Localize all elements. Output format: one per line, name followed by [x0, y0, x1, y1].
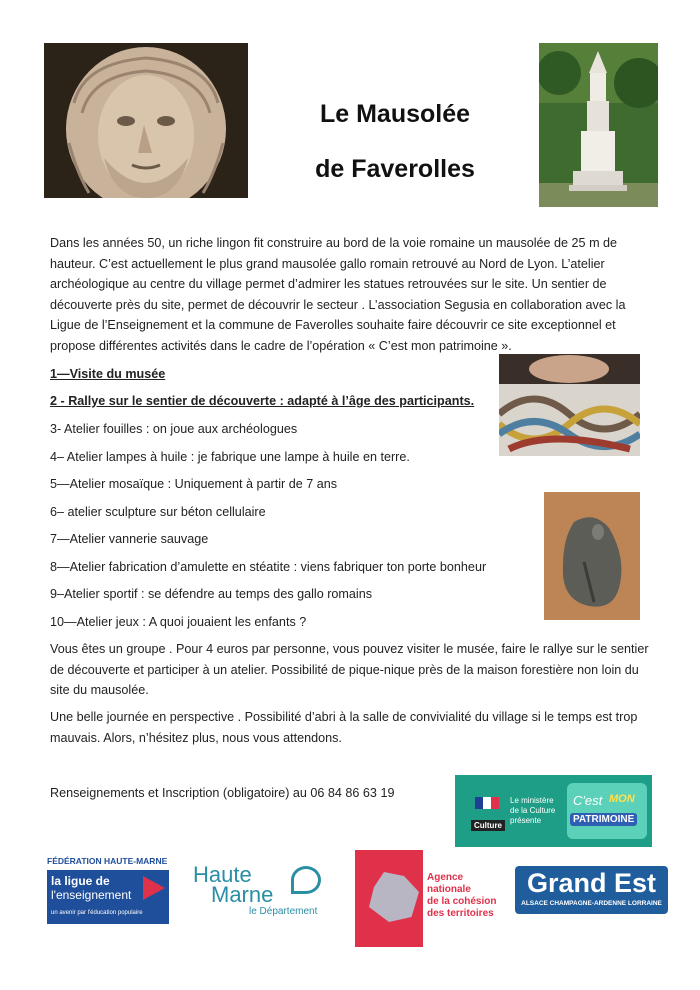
ministere-line2: de la Culture [510, 806, 556, 815]
ligue-line2: l'enseignement [51, 888, 132, 902]
page-title-line2: de Faverolles [315, 155, 475, 183]
mausoleum-photo [539, 43, 658, 207]
haute-marne-line3: le Département [249, 906, 318, 917]
activity-10: 10—Atelier jeux : A quoi jouaient les enfants ? [50, 615, 307, 629]
activity-2: 2 - Rallye sur le sentier de découverte : adapté à l’âge des participants. [50, 394, 475, 408]
grand-est-name: Grand Est [526, 868, 657, 898]
ministere-line3: présente [510, 816, 542, 825]
group-paragraph: Vous êtes un groupe . Pour 4 euros par personne, vous pouvez visiter le musée, faire le rallye sur le sentier de découverte et participer à un atelier. Possibilité de pique-nique près de la maison forestière non loin du site du mausolée. [50, 642, 649, 698]
ministere-line1: Le ministère [510, 796, 554, 805]
activity-7: 7—Atelier vannerie sauvage [50, 532, 209, 546]
agence-line1: Agence [427, 872, 464, 883]
haute-marne-logo [193, 862, 328, 922]
agence-line4: des territoires [427, 908, 494, 919]
patrimoine-badge [567, 783, 647, 839]
contact-info: Renseignements et Inscription (obligatoire) au 06 84 86 63 19 [50, 786, 395, 800]
activity-8: 8—Atelier fabrication d’amulette en stéatite : viens fabriquer ton porte bonheur [50, 560, 487, 574]
ligue-logo [47, 856, 175, 926]
patrimoine-cest: C'est [573, 793, 603, 808]
ligue-tagline: un avenir par l'éducation populaire [51, 910, 143, 916]
haute-marne-swirl-icon [291, 866, 321, 894]
activity-3: 3- Atelier fouilles : on joue aux archéologues [50, 422, 298, 436]
agence-line2: nationale [427, 884, 471, 895]
ligue-line1: la ligue de [51, 874, 110, 888]
grand-est-logo [515, 866, 668, 914]
haute-marne-line2: Marne [211, 882, 274, 907]
amulet-photo [544, 492, 640, 620]
activity-4: 4– Atelier lampes à huile : je fabrique une lampe à huile en terre. [50, 450, 410, 464]
activity-5: 5—Atelier mosaïque : Uniquement à partir de 7 ans [50, 477, 338, 491]
ligue-arrow-icon [143, 876, 165, 900]
culture-tag: Culture [471, 820, 505, 831]
patrimoine-mon: MON [609, 793, 635, 805]
ligue-federation: FÉDÉRATION HAUTE-MARNE [47, 856, 168, 866]
grand-est-sub: ALSACE CHAMPAGNE-ARDENNE LORRAINE [521, 900, 662, 907]
activity-6: 6– atelier sculpture sur béton cellulaire [50, 505, 266, 519]
haute-marne-line1: Haute [193, 862, 252, 887]
day-paragraph: Une belle journée en perspective . Possibilité d’abri à la salle de convivialité du village si le temps est trop mauvais. Alors, n’hésitez plus, nous vous attendons. [50, 710, 638, 745]
activity-9: 9–Atelier sportif : se défendre au temps des gallo romains [50, 587, 373, 601]
ligue-panel [47, 870, 169, 924]
sculpture-photo [44, 43, 248, 198]
activity-1: 1—Visite du musée [50, 367, 166, 381]
page-title-line1: Le Mausolée [319, 100, 471, 128]
patrimoine-logo [455, 775, 652, 847]
patrimoine-word: PATRIMOINE [570, 813, 637, 826]
mosaic-photo [499, 354, 640, 456]
agence-logo [355, 850, 500, 947]
agence-line3: de la cohésion [427, 896, 497, 907]
marianne-flag-icon [475, 797, 499, 809]
intro-paragraph: Dans les années 50, un riche lingon fit construire au bord de la voie romaine un mausolée de 25 m de hauteur. C’est actuellement le plus grand mausolée gallo romain retrouvé au Nord de Lyon. L’atelier archéologique au centre du village permet d’admirer les statues retrouvées sur le site. Un sentier de découverte près du site, permet de découvrir le secteur . L’association Segusia en collaboration avec la Ligue de l’Enseignement et la commune de Faverolles souhaite faire découvrir ce site exceptionnel et propose différentes activités dans le cadre de l’opération « C’est mon patrimoine ». [50, 236, 626, 353]
